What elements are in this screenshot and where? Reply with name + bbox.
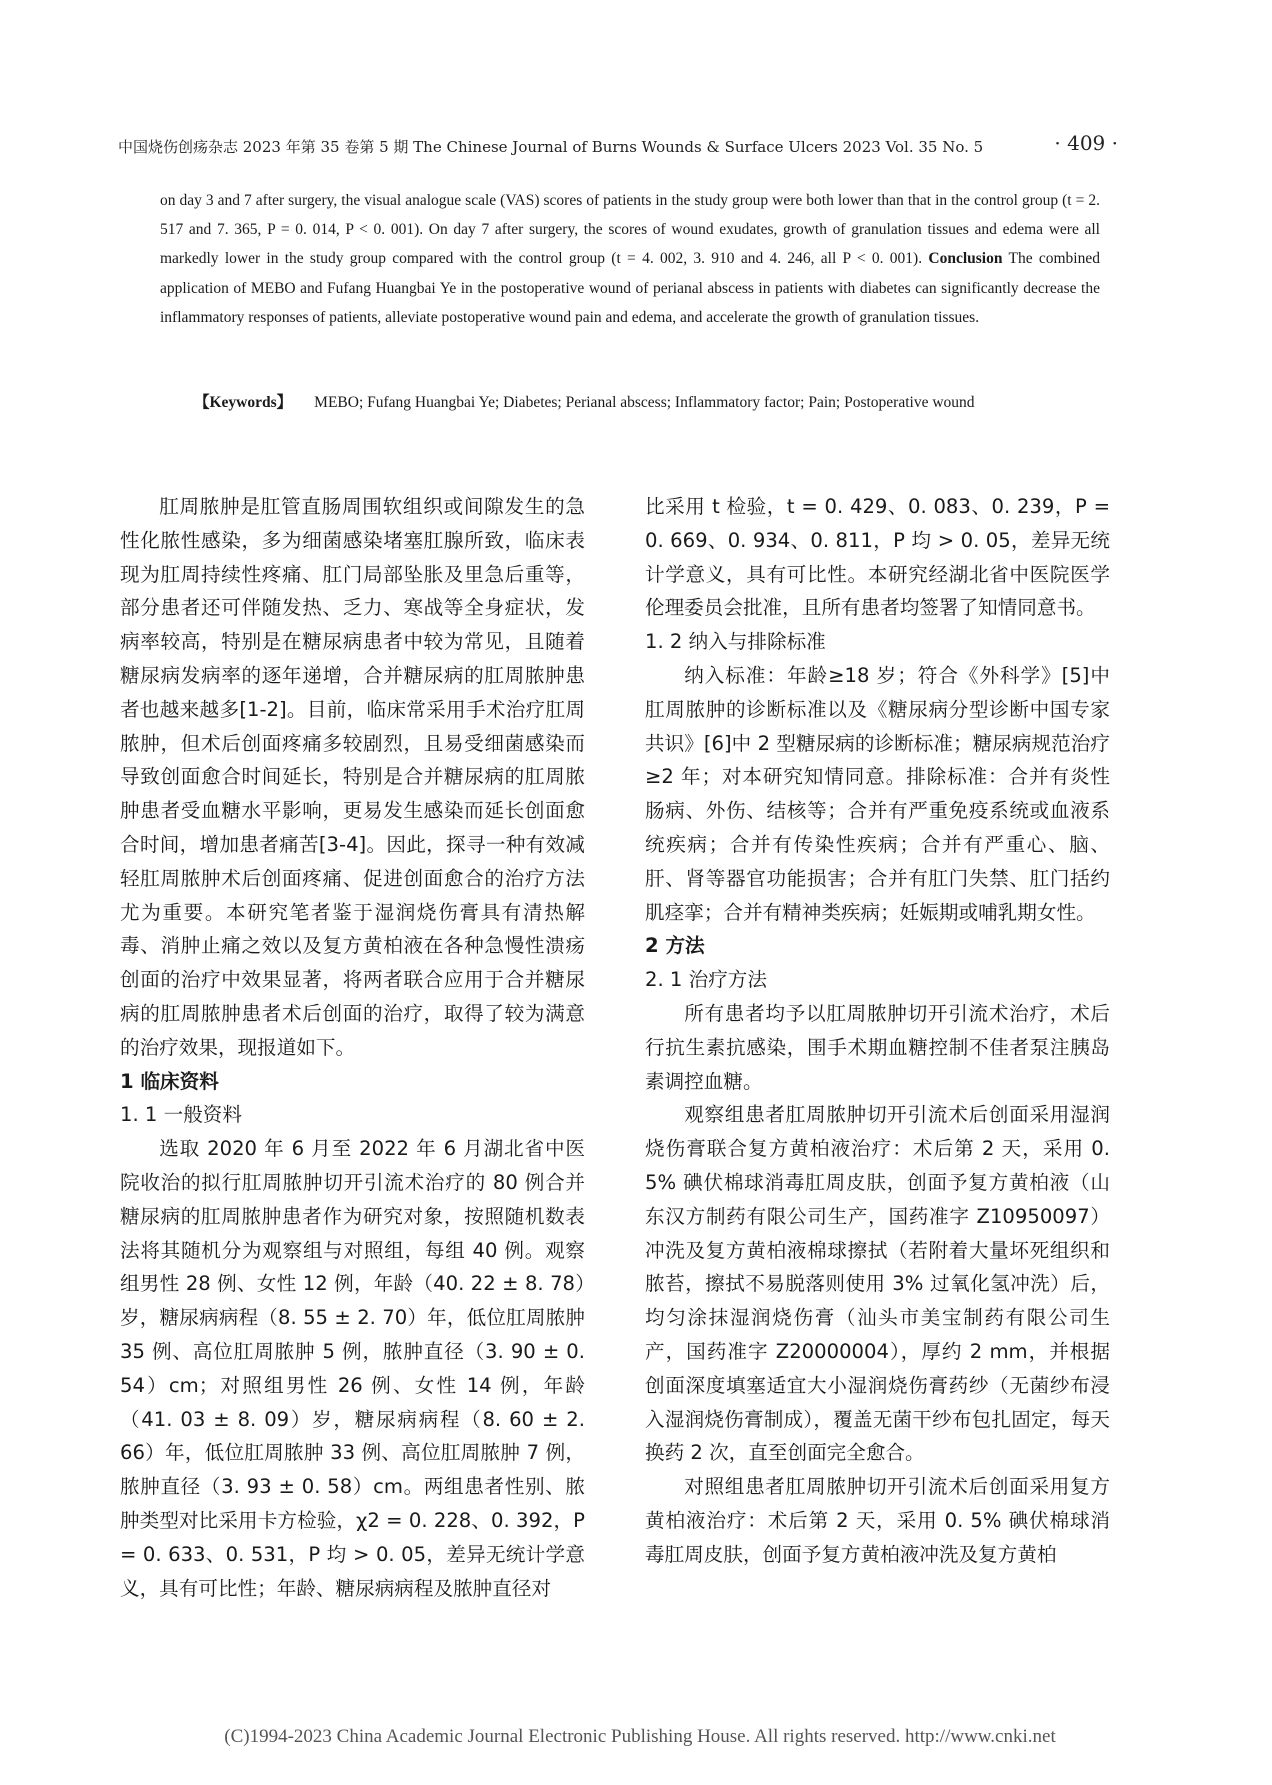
right-column — [645, 490, 1110, 1572]
section-2-1-paragraph-3: 对照组患者肛周脓肿切开引流术后创面采用复方黄柏液治疗：术后第 2 天，采用 0. 5% 碘伏棉球消毒肛周皮肤，创面予复方黄柏液冲洗及复方黄柏 — [645, 1475, 1110, 1566]
conclusion-label: Conclusion — [928, 250, 1003, 268]
section-1-1-text: 选取 2020 年 6 月至 2022 年 6 月湖北省中医院收治的拟行肛周脓肿切开引流术治疗的 80 例合并糖尿病的肛周脓肿患者作为研究对象，按照随机数表法将其随机分为观察组与对照组，每组 40 例。观察组男性 28 例、女性 12 例，年龄（40. 22 ± 8. 78）岁，糖尿病病程（8. 55 ± 2. 70）年，低位肛周脓肿 35 例、高位肛周脓肿 5 例，脓肿直径（3. 90 ± 0. 54）cm；对照组男性 26 例、女性 14 例，年龄（41. 03 ± 8. 09）岁，糖尿病病程（8. 60 ± 2. 66）年，低位肛周脓肿 33 例、高位肛周脓肿 7 例，脓肿直径（3. 93 ± 0. 58）cm。两组患者性别、脓肿类型对比采用卡方检验，χ2 = 0. 228、0. 392，P = 0. 633、0. 531，P 均 > 0. 05，差异无统计学意义，具有可比性；年龄、糖尿病病程及脓肿直径对 — [120, 1137, 585, 1600]
section-1-2-text: 纳入标准：年龄≥18 岁；符合《外科学》[5]中肛周脓肿的诊断标准以及《糖尿病分型诊断中国专家共识》[6]中 2 型糖尿病的诊断标准；糖尿病规范治疗≥2 年；对本研究知情同意。排除标准：合并有炎性肠病、外伤、结核等；合并有严重免疫系统或血液系统疾病；合并有传染性疾病；合并有严重心、脑、肝、肾等器官功能损害；合并有肛门失禁、肛门括约肌痉挛；合并有精神类疾病；妊娠期或哺乳期女性。 — [645, 663, 1110, 924]
section-2-1-paragraph-2: 观察组患者肛周脓肿切开引流术后创面采用湿润烧伤膏联合复方黄柏液治疗：术后第 2 天，采用 0. 5% 碘伏棉球消毒肛周皮肤，创面予复方黄柏液（山东汉方制药有限公司生产，国药准字 Z10950097）冲洗及复方黄柏液棉球擦拭（若附着大量坏死组织和脓苔，擦拭不易脱落则使用 3% 过氧化氢冲洗）后，均匀涂抹湿润烧伤膏（汕头市美宝制药有限公司生产，国药准字 Z20000004），厚约 2 mm，并根据创面深度填塞适宜大小湿润烧伤膏药纱（无菌纱布浸入湿润烧伤膏制成），覆盖无菌干纱布包扎固定，每天换药 2 次，直至创面完全愈合。 — [645, 1103, 1110, 1465]
left-column — [120, 490, 585, 1605]
section-2-1-title: 2. 1 治疗方法 — [645, 968, 767, 992]
journal-header: 中国烧伤创疡杂志 2023 年第 35 卷第 5 期 The Chinese Journal of Burns Wounds & Surface Ulcers 2023 Vol. 35 No. 5 — [118, 138, 984, 156]
section-1-2-title: 1. 2 纳入与排除标准 — [645, 630, 826, 654]
intro-paragraph: 肛周脓肿是肛管直肠周围软组织或间隙发生的急性化脓性感染，多为细菌感染堵塞肛腺所致，临床表现为肛周持续性疼痛、肛门局部坠胀及里急后重等，部分患者还可伴随发热、乏力、寒战等全身症状，发病率较高，特别是在糖尿病患者中较为常见，且随着糖尿病发病率的逐年递增，合并糖尿病的肛周脓肿患者也越来越多[1-2]。目前，临床常采用手术治疗肛周脓肿，但术后创面疼痛多较剧烈，且易受细菌感染而导致创面愈合时间延长，特别是合并糖尿病的肛周脓肿患者受血糖水平影响，更易发生感染而延长创面愈合时间，增加患者痛苦[3-4]。因此，探寻一种有效减轻肛周脓肿术后创面疼痛、促进创面愈合的治疗方法尤为重要。本研究笔者鉴于湿润烧伤膏具有清热解毒、消肿止痛之效以及复方黄柏液在各种急慢性溃疡创面的治疗中效果显著，将两者联合应用于合并糖尿病的肛周脓肿患者术后创面的治疗，取得了较为满意的治疗效果，现报道如下。 — [120, 495, 585, 1059]
keywords — [160, 388, 1100, 417]
page-number: · 409 · — [1054, 131, 1118, 155]
continued-paragraph: 比采用 t 检验，t = 0. 429、0. 083、0. 239，P = 0. 669、0. 934、0. 811，P 均 > 0. 05，差异无统计学意义，具有可比性。本研究经湖北省中医院医学伦理委员会批准，且所有患者均签署了知情同意书。 — [645, 495, 1110, 620]
section-1-1-title: 1. 1 一般资料 — [120, 1103, 242, 1127]
abstract-continued — [160, 186, 1100, 332]
section-2-1-paragraph-1: 所有患者均予以肛周脓肿切开引流术治疗，术后行抗生素抗感染，围手术期血糖控制不佳者泵注胰岛素调控血糖。 — [645, 1001, 1110, 1093]
keywords-label: 【Keywords】 — [194, 394, 293, 411]
copyright-footer: (C)1994-2023 China Academic Journal Electronic Publishing House. All rights reserved. http://www.cnki.net — [224, 1726, 1056, 1747]
section-1-title: 1 临床资料 — [120, 1069, 219, 1093]
section-2-title: 2 方法 — [645, 934, 705, 958]
keywords-text: MEBO; Fufang Huangbai Ye; Diabetes; Perianal abscess; Inflammatory factor; Pain; Postoperative wound — [314, 394, 975, 411]
abstract-text-part2: The combined application of MEBO and Fufang Huangbai Ye in the postoperative wound of perianal abscess in patients with diabetes can significantly decrease the inflammatory responses of patients, alleviate postoperative wound pain and edema, and accelerate the growth of granulation tissues. — [160, 250, 1100, 326]
abstract-text-part1: on day 3 and 7 after surgery, the visual analogue scale (VAS) scores of patients in the study group were both lower than that in the control group (t = 2. 517 and 7. 365, P = 0. 014, P < 0. 001). On day 7 after surgery, the scores of wound exudates, growth of granulation tissues and edema were all markedly lower in the study group compared with the control group (t = 4. 002, 3. 910 and 4. 246, all P < 0. 001). — [160, 192, 1100, 268]
